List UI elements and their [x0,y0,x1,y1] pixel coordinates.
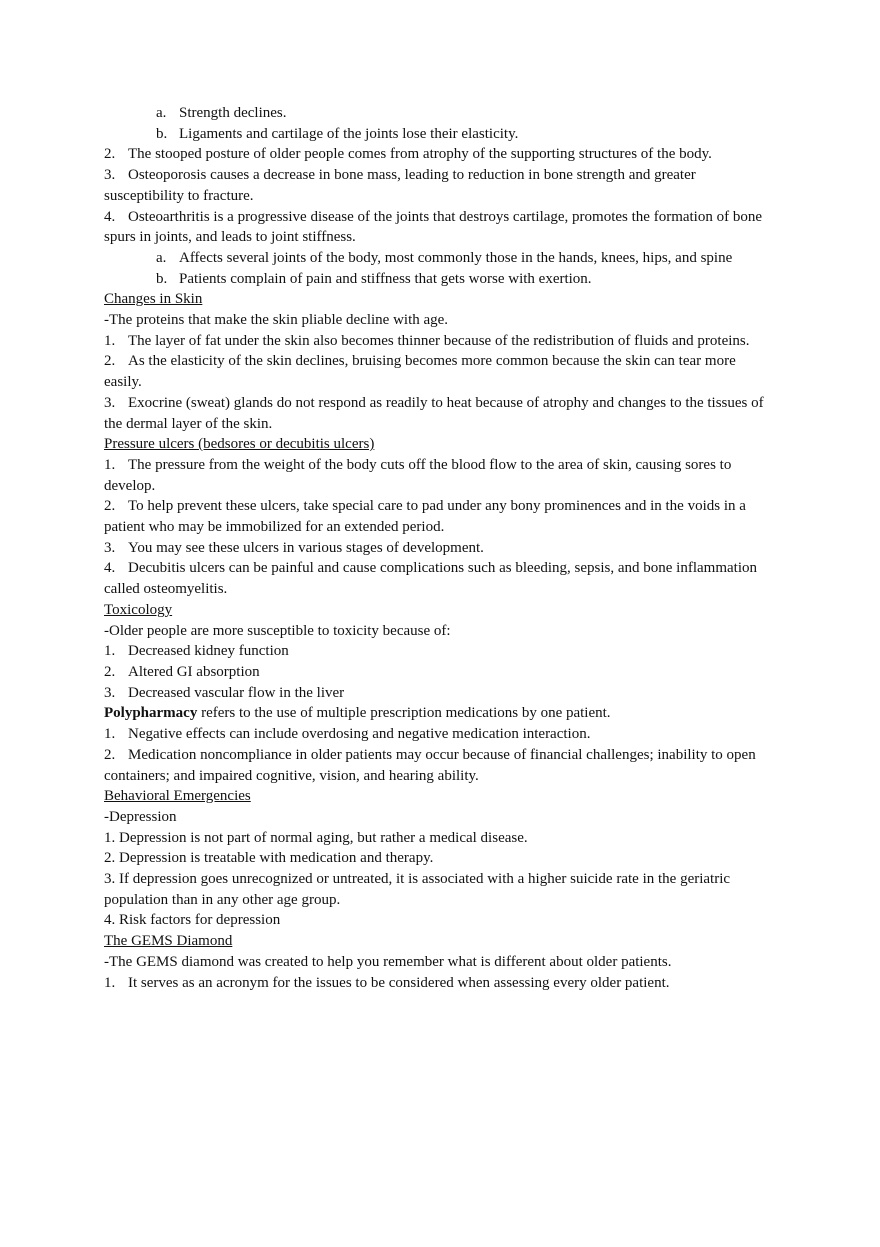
section-intro: -The GEMS diamond was created to help you remember what is different about older patients. [104,953,672,970]
list-item: 2. The stooped posture of older people comes from atrophy of the supporting structures of the body. [104,146,712,163]
list-item: 4. Osteoarthritis is a progressive disease of the joints that destroys cartilage, promotes the formation of bone spurs in joints, and leads to joint stiffness. [104,208,763,246]
list-item: 2. Depression is treatable with medication and therapy. [104,850,434,867]
polypharmacy-definition: Polypharmacy refers to the use of multiple prescription medications by one patient. [104,705,611,722]
list-item: 1. Negative effects can include overdosing and negative medication interaction. [104,726,591,743]
list-item: 2. Altered GI absorption [104,663,260,680]
list-item: 1. It serves as an acronym for the issues to be considered when assessing every older patient. [104,974,670,991]
list-item: b. Patients complain of pain and stiffness that gets worse with exertion. [156,270,592,287]
section-heading-toxicology: Toxicology [104,601,173,618]
section-heading-behavioral: Behavioral Emergencies [104,788,251,805]
list-item: 1. The pressure from the weight of the body cuts off the blood flow to the area of skin, causing sores to develop. [104,456,732,494]
list-item: 3. You may see these ulcers in various stages of development. [104,539,484,556]
section-intro: -Older people are more susceptible to toxicity because of: [104,622,451,639]
list-item: 1. Decreased kidney function [104,643,289,660]
section-intro: -The proteins that make the skin pliable decline with age. [104,312,449,329]
list-item: 1. The layer of fat under the skin also becomes thinner because of the redistribution of fluids and proteins. [104,332,750,349]
list-item: 4. Decubitis ulcers can be painful and cause complications such as bleeding, sepsis, and bone inflammation called osteomyelitis. [104,560,757,598]
list-item: 3. Decreased vascular flow in the liver [104,684,345,701]
list-item: a. Affects several joints of the body, most commonly those in the hands, knees, hips, and spine [156,249,733,266]
list-item: b. Ligaments and cartilage of the joints lose their elasticity. [156,125,519,142]
section-heading-skin: Changes in Skin [104,291,203,308]
section-heading-pressure-ulcers: Pressure ulcers (bedsores or decubitis ulcers) [104,436,375,453]
page-content [104,103,776,993]
list-item: 4. Risk factors for depression [104,912,281,929]
section-intro: -Depression [104,808,177,825]
list-item: 3. Exocrine (sweat) glands do not respond as readily to heat because of atrophy and changes to the tissues of the dermal layer of the skin. [104,394,764,432]
section-heading-gems: The GEMS Diamond [104,933,233,950]
list-item: a. Strength declines. [156,105,287,121]
list-item: 1. Depression is not part of normal aging, but rather a medical disease. [104,829,528,846]
polypharmacy-term: Polypharmacy [104,705,198,722]
list-item: 3. If depression goes unrecognized or untreated, it is associated with a higher suicide rate in the geriatric population than in any other age group. [104,871,731,908]
list-item: 2. Medication noncompliance in older patients may occur because of financial challenges; inability to open containers; and impaired cognitive, vision, and hearing ability. [104,746,756,784]
list-item: 3. Osteoporosis causes a decrease in bone mass, leading to reduction in bone strength and greater susceptibility to fracture. [104,167,696,204]
list-item: 2. To help prevent these ulcers, take special care to pad under any bony prominences and in the voids in a patient who may be immobilized for an extended period. [104,498,746,536]
list-item: 2. As the elasticity of the skin declines, bruising becomes more common because the skin can tear more easily. [104,353,736,391]
